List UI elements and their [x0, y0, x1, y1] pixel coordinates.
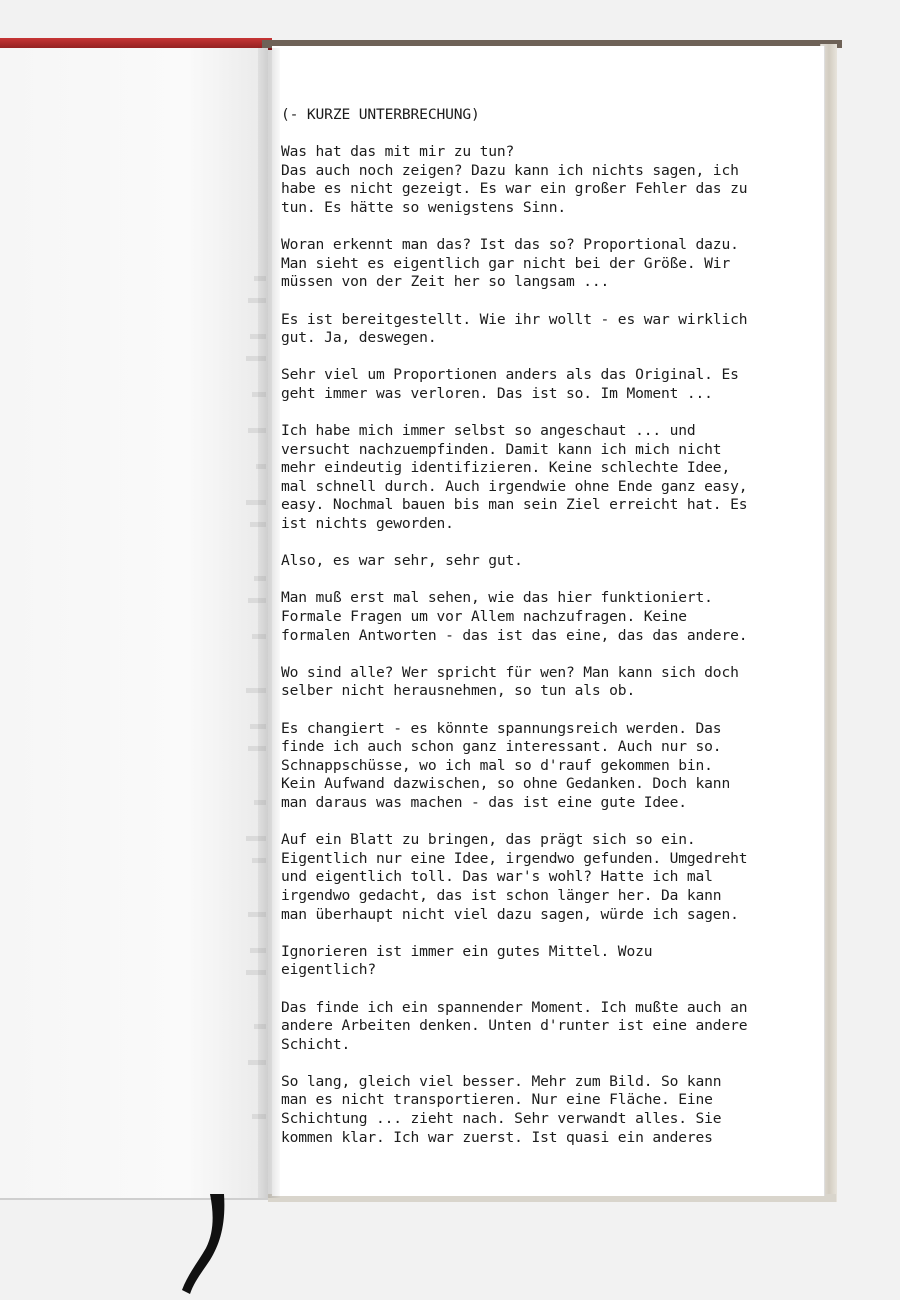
text-line: Es ist bereitgestellt. Wie ihr wollt - es war wirklich	[281, 310, 748, 328]
text-line: Also, es war sehr, sehr gut.	[281, 552, 523, 570]
text-line: Schicht.	[281, 1035, 351, 1053]
text-line: man überhaupt nicht viel dazu sagen, würde ich sagen.	[281, 905, 739, 923]
text-line: habe es nicht gezeigt. Es war ein großer Fehler das zu	[281, 180, 748, 198]
text-line: müssen von der Zeit her so langsam ...	[281, 273, 610, 291]
text-line: Sehr viel um Proportionen anders als das Original. Es	[281, 366, 739, 384]
text-line: tun. Es hätte so wenigstens Sinn.	[281, 198, 566, 216]
text-line: selber nicht herausnehmen, so tun als ob.	[281, 682, 636, 700]
text-line: formalen Antworten - das ist das eine, das das andere.	[281, 626, 748, 644]
text-line: kommen klar. Ich war zuerst. Ist quasi ein anderes	[281, 1128, 713, 1146]
text-line: Woran erkennt man das? Ist das so? Proportional dazu.	[281, 236, 739, 254]
text-line: Eigentlich nur eine Idee, irgendwo gefunden. Umgedreht	[281, 849, 748, 867]
text-line: Das finde ich ein spannender Moment. Ich mußte auch an	[281, 998, 748, 1016]
paragraph-list	[281, 143, 801, 1147]
text-line: Schnappschüsse, wo ich mal so d'rauf gekommen bin.	[281, 756, 713, 774]
text-line: eigentlich?	[281, 961, 376, 979]
left-page	[0, 48, 268, 1200]
paragraph	[281, 143, 801, 217]
text-line: Was hat das mit mir zu tun?	[281, 143, 515, 161]
paragraph	[281, 1073, 801, 1147]
paragraph	[281, 999, 801, 1055]
paragraph	[281, 422, 801, 534]
paragraph	[281, 552, 801, 571]
text-line: man daraus was machen - das ist eine gute Idee.	[281, 793, 687, 811]
text-line: Schichtung ... zieht nach. Sehr verwandt alles. Sie	[281, 1110, 722, 1128]
text-line: Formale Fragen um vor Allem nachzufragen. Keine	[281, 608, 687, 626]
paragraph	[281, 236, 801, 292]
text-line: Ich habe mich immer selbst so angeschaut ... und	[281, 422, 696, 440]
text-line: man es nicht transportieren. Nur eine Fläche. Eine	[281, 1091, 713, 1109]
text-line: Wo sind alle? Wer spricht für wen? Man kann sich doch	[281, 663, 739, 681]
paragraph	[281, 589, 801, 645]
text-line: So lang, gleich viel besser. Mehr zum Bild. So kann	[281, 1072, 722, 1090]
text-line: andere Arbeiten denken. Unten d'runter ist eine andere	[281, 1017, 748, 1035]
paragraph	[281, 311, 801, 348]
text-line: geht immer was verloren. Das ist so. Im Moment ...	[281, 384, 713, 402]
text-line: irgendwo gedacht, das ist schon länger her. Da kann	[281, 886, 722, 904]
text-line: Auf ein Blatt zu bringen, das prägt sich so ein.	[281, 831, 696, 849]
text-line: Es changiert - es könnte spannungsreich werden. Das	[281, 719, 722, 737]
text-line: Man sieht es eigentlich gar nicht bei der Größe. Wir	[281, 254, 731, 272]
text-line: und eigentlich toll. Das war's wohl? Hatte ich mal	[281, 868, 713, 886]
text-line: Ignorieren ist immer ein gutes Mittel. Wozu	[281, 942, 653, 960]
section-heading: (- KURZE UNTERBRECHUNG)	[281, 106, 480, 123]
page-text	[281, 106, 801, 1166]
text-line: Kein Aufwand dazwischen, so ohne Gedanken. Doch kann	[281, 775, 731, 793]
text-line: Man muß erst mal sehen, wie das hier funktioniert.	[281, 589, 713, 607]
text-line: easy. Nochmal bauen bis man sein Ziel erreicht hat. Es	[281, 496, 748, 514]
paragraph	[281, 831, 801, 924]
text-line: gut. Ja, deswegen.	[281, 329, 437, 347]
text-line: versucht nachzuempfinden. Damit kann ich mich nicht	[281, 440, 722, 458]
show-through-text	[206, 258, 266, 1200]
paragraph	[281, 366, 801, 403]
spine-shadow	[258, 48, 280, 1198]
right-page	[272, 46, 824, 1196]
text-line: Das auch noch zeigen? Dazu kann ich nichts sagen, ich	[281, 161, 739, 179]
ribbon-bookmark-icon	[180, 1194, 250, 1300]
text-line: mal schnell durch. Auch irgendwie ohne Ende ganz easy,	[281, 477, 748, 495]
text-line: mehr eindeutig identifizieren. Keine schlechte Idee,	[281, 459, 731, 477]
text-line: ist nichts geworden.	[281, 515, 454, 533]
paragraph	[281, 720, 801, 813]
paragraph	[281, 664, 801, 701]
text-line: finde ich auch schon ganz interessant. Auch nur so.	[281, 738, 722, 756]
paragraph	[281, 943, 801, 980]
